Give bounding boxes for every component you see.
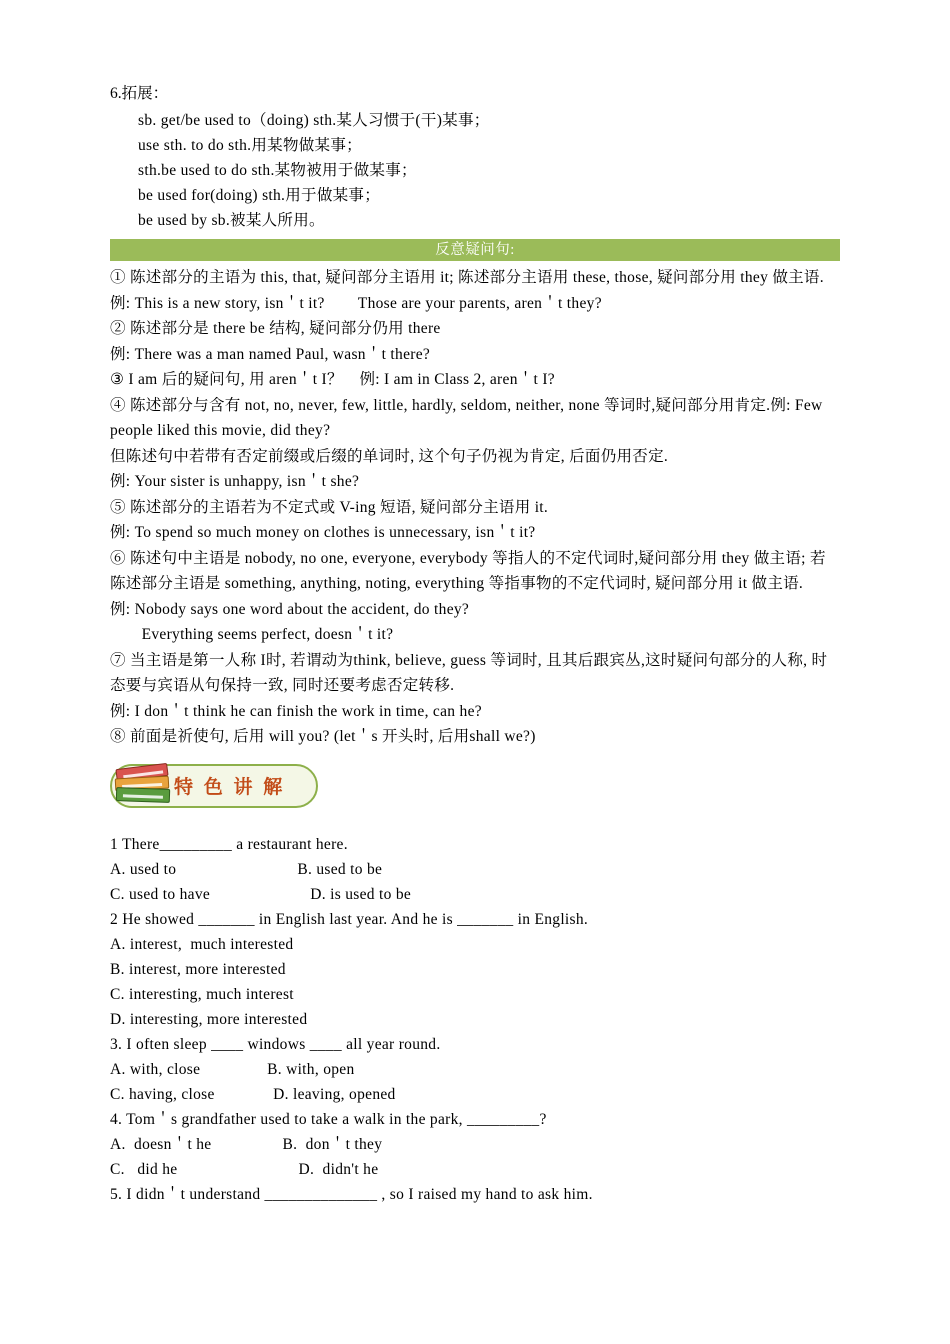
question-3-option-cd[interactable]: C. having, close D. leaving, opened xyxy=(110,1085,396,1103)
question-2-option-c[interactable]: C. interesting, much interest xyxy=(110,985,294,1003)
exercises-list xyxy=(110,832,840,1207)
question-1-option-cd[interactable]: C. used to have D. is used to be xyxy=(110,885,412,903)
expand-item-5: be used by sb.被某人所用。 xyxy=(138,212,325,229)
feature-badge xyxy=(110,764,318,808)
rule-3: ③ I am 后的疑问句, 用 aren＇t I？ 例: I am in Class 2, aren＇t I? xyxy=(110,371,555,388)
rule-6-example-2: Everything seems perfect, doesn＇t it? xyxy=(110,626,394,643)
expand-item-1: sb. get/be used to（doing) sth.某人习惯于(干)某事； xyxy=(138,112,490,129)
rule-8: ⑧ 前面是祈使句, 后用 will you? (let＇s 开头时, 后用shall we?) xyxy=(110,728,536,745)
question-4-stem: 4. Tom＇s grandfather used to take a walk in the park, _________? xyxy=(110,1110,547,1128)
question-2-option-d[interactable]: D. interesting, more interested xyxy=(110,1010,308,1028)
rule-7: ⑦ 当主语是第一人称 I时, 若谓动为think, believe, guess 等词时, 且其后跟宾丛,这时疑问句部分的人称, 时态要与宾语从句保持一致, 同时还要考虑否定转移. xyxy=(110,651,828,694)
question-4-option-ab[interactable]: A. doesn＇t he B. don＇t they xyxy=(110,1135,383,1153)
question-2-option-a[interactable]: A. interest, much interested xyxy=(110,935,294,953)
feature-banner-label: 特 色 讲 解 xyxy=(174,777,286,798)
question-1-stem: 1 There_________ a restaurant here. xyxy=(110,835,348,853)
rule-1: ① 陈述部分的主语为 this, that, 疑问部分主语用 it; 陈述部分主语用 these, those, 疑问部分用 they 做主语. xyxy=(110,269,824,286)
expand-item-4: be used for(doing) sth.用于做某事； xyxy=(138,187,381,204)
rule-5-example: 例: To spend so much money on clothes is unnecessary, isn＇t it? xyxy=(110,524,536,541)
rule-2-example: 例: There was a man named Paul, wasn＇t there? xyxy=(110,345,431,363)
section-expand xyxy=(110,82,840,233)
rule-5: ⑤ 陈述部分的主语若为不定式或 V-ing 短语, 疑问部分主语用 it. xyxy=(110,498,549,516)
question-1-option-ab[interactable]: A. used to B. used to be xyxy=(110,860,383,878)
rule-6: ⑥ 陈述句中主语是 nobody, no one, everyone, everybody 等指人的不定代词时,疑问部分用 they 做主语; 若陈述部分主语是 something, anything, noting, everything 等指事物的不定代词时, 疑问部分用 it 做主语. xyxy=(110,549,826,592)
rule-4: ④ 陈述部分与含有 not, no, never, few, little, hardly, seldom, neither, none 等词时,疑问部分用肯定.例: Few people liked this movie, did they? xyxy=(110,396,827,439)
rule-7-example: 例: I don＇t think he can finish the work in time, can he? xyxy=(110,702,482,720)
expand-item-2: use sth. to do sth.用某物做某事； xyxy=(138,137,362,154)
question-2-stem: 2 He showed _______ in English last year. And he is _______ in English. xyxy=(110,910,589,928)
rule-2: ② 陈述部分是 there be 结构, 疑问部分仍用 there xyxy=(110,320,441,337)
rule-4-note: 但陈述句中若带有否定前缀或后缀的单词时, 这个句子仍视为肯定, 后面仍用否定. xyxy=(110,447,669,465)
books-icon xyxy=(114,762,172,810)
rule-1-example: 例: This is a new story, isn＇t it? Those are your parents, aren＇t they? xyxy=(110,294,602,312)
question-2-option-b[interactable]: B. interest, more interested xyxy=(110,960,286,978)
question-3-stem: 3. I often sleep ____ windows ____ all year round. xyxy=(110,1035,441,1053)
section-header-tag-question: 反意疑问句: xyxy=(110,239,840,261)
question-3-option-ab[interactable]: A. with, close B. with, open xyxy=(110,1060,355,1078)
question-4-option-cd[interactable]: C. did he D. didn't he xyxy=(110,1160,379,1178)
feature-banner xyxy=(110,764,320,810)
rules-list xyxy=(110,265,840,750)
expand-item-3: sth.be used to do sth.某物被用于做某事； xyxy=(138,162,417,179)
question-5-stem: 5. I didn＇t understand ______________ , so I raised my hand to ask him. xyxy=(110,1185,593,1203)
rule-6-example-1: 例: Nobody says one word about the accident, do they? xyxy=(110,600,470,618)
rule-4-example: 例: Your sister is unhappy, isn＇t she? xyxy=(110,473,360,490)
section-expand-title: 6.拓展： xyxy=(110,85,169,102)
